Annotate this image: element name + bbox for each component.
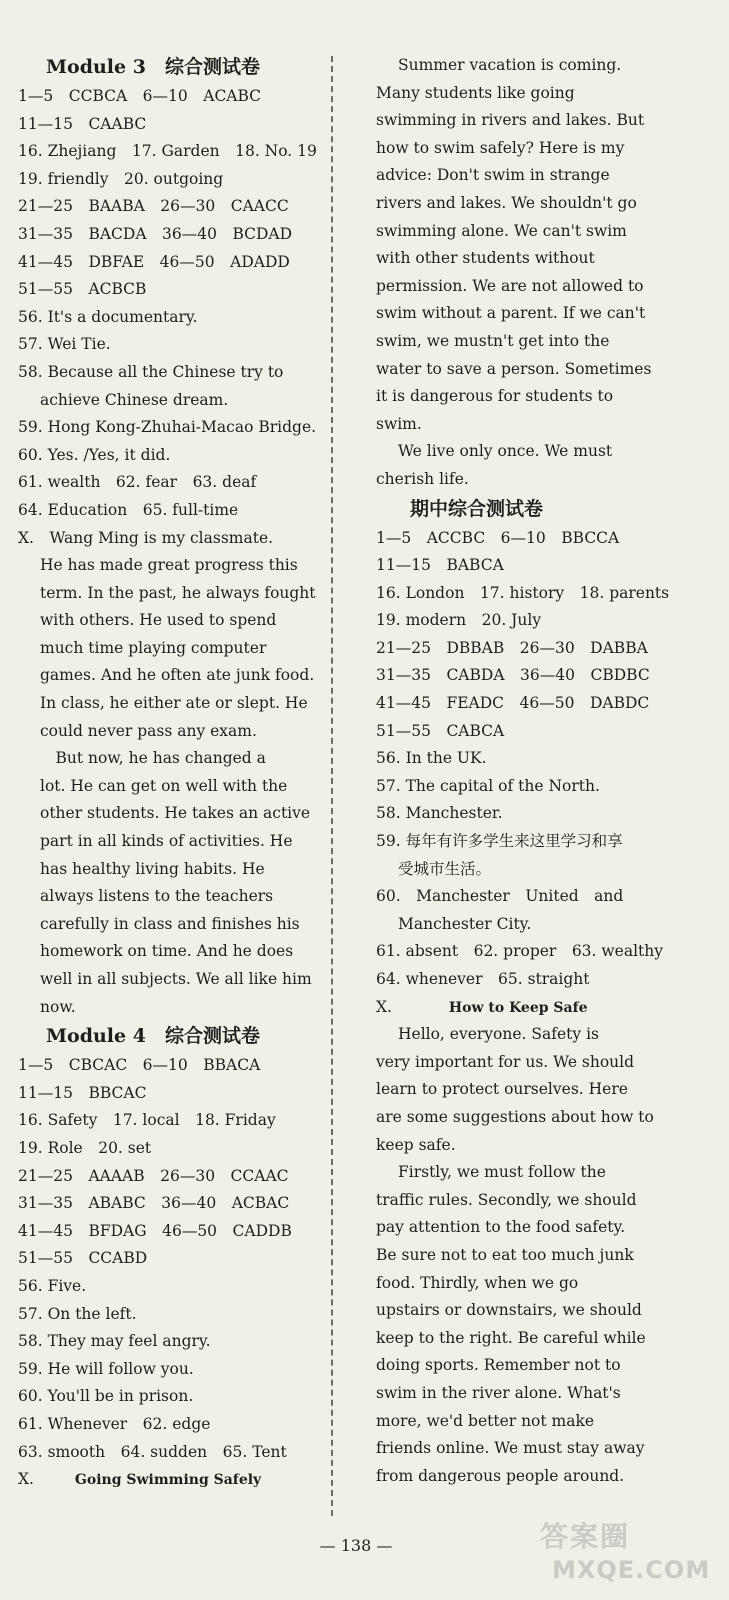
- answer-line: 16. Zhejiang 17. Garden 18. No. 19: [18, 142, 317, 161]
- answer-line: 56. In the UK.: [376, 749, 487, 768]
- answer-line: 59. Hong Kong-Zhuhai-Macao Bridge.: [18, 418, 317, 437]
- answer-line: 21—25 DBBAB 26—30 DABBA: [376, 638, 648, 657]
- essay-line: Hello, everyone. Safety is: [398, 1025, 599, 1044]
- answer-line: 61. wealth 62. fear 63. deaf: [18, 473, 257, 492]
- essay-line: advice: Don't swim in strange: [376, 166, 610, 185]
- essay-line: well in all subjects. We all like him: [40, 970, 312, 988]
- answer-line: 51—55 CCABD: [18, 1249, 148, 1268]
- essay-line: with others. He used to spend: [40, 611, 277, 630]
- essay-line: has healthy living habits. He: [40, 859, 265, 878]
- essay-line: But now, he has changed a: [40, 749, 266, 768]
- essay-line: swim without a parent. If we can't: [376, 304, 646, 323]
- essay-line: swim, we mustn't get into the: [376, 331, 610, 350]
- essay-line: with other students without: [376, 249, 595, 268]
- answer-line: 1—5 CCBCA 6—10 ACABC: [18, 87, 262, 105]
- answer-line: 51—55 CABCA: [376, 721, 505, 740]
- module3-title: Module 3 综合测试卷: [46, 56, 260, 78]
- answer-line: 59. 每年有许多学生来这里学习和享: [376, 832, 623, 851]
- essay-line: homework on time. And he does: [40, 942, 294, 961]
- answer-line: 21—25 BAABA 26—30 CAACC: [18, 197, 289, 216]
- answer-line: 57. On the left.: [18, 1304, 137, 1323]
- essay-line: very important for us. We should: [376, 1052, 635, 1071]
- essay-line: upstairs or downstairs, we should: [376, 1301, 642, 1320]
- essay-line: from dangerous people around.: [376, 1466, 625, 1485]
- answer-line: 1—5 CBCAC 6—10 BBACA: [18, 1056, 261, 1075]
- answer-line: 64. Education 65. full-time: [18, 500, 239, 519]
- answer-line: 57. The capital of the North.: [376, 776, 600, 795]
- answer-line: achieve Chinese dream.: [40, 390, 229, 409]
- answer-line: 19. modern 20. July: [376, 611, 542, 630]
- essay-line: Ⅹ. Wang Ming is my classmate.: [18, 528, 274, 547]
- essay-line: keep to the right. Be careful while: [376, 1328, 646, 1347]
- watermark-url: MXQE.COM: [552, 1556, 711, 1584]
- answer-line: 61. Whenever 62. edge: [18, 1414, 211, 1433]
- essay-line: Firstly, we must follow the: [398, 1163, 606, 1182]
- answer-line: 56. It's a documentary.: [18, 307, 198, 326]
- essay-line: games. And he often ate junk food.: [40, 666, 315, 685]
- answer-line: 51—55 ACBCB: [18, 280, 147, 299]
- module4-title: Module 4 综合测试卷: [46, 1025, 260, 1048]
- answer-line: 56. Five.: [18, 1276, 87, 1295]
- essay2-title: Going Swimming Safely: [74, 1472, 262, 1489]
- answer-line: 64. whenever 65. straight: [376, 970, 590, 988]
- answer-line: 19. Role 20. set: [18, 1138, 152, 1157]
- answer-line: 41—45 DBFAE 46—50 ADADD: [18, 252, 290, 271]
- answer-line: 16. Safety 17. local 18. Friday: [18, 1111, 276, 1130]
- essay-line: carefully in class and finishes his: [40, 914, 300, 933]
- essay-line: are some suggestions about how to: [376, 1107, 654, 1126]
- essay-line: swimming in rivers and lakes. But: [376, 111, 645, 130]
- answer-line: 11—15 BABCA: [376, 556, 504, 575]
- column-divider: [331, 56, 333, 1516]
- watermark-logo: 答案圈: [540, 1520, 631, 1553]
- essay-line: how to swim safely? Here is my: [376, 138, 625, 157]
- section-label: Ⅹ.: [376, 997, 392, 1016]
- essay-line: lot. He can get on well with the: [40, 776, 288, 795]
- answer-line: 58. Because all the Chinese try to: [18, 362, 284, 381]
- answer-line: 60. You'll be in prison.: [18, 1387, 194, 1406]
- essay-line: pay attention to the food safety.: [376, 1218, 626, 1237]
- essay-line: doing sports. Remember not to: [376, 1356, 621, 1375]
- answer-line: Manchester City.: [398, 914, 532, 933]
- essay3-title: How to Keep Safe: [448, 999, 588, 1016]
- answer-line: 60. Yes. /Yes, it did.: [18, 445, 171, 464]
- answer-line: 受城市生活。: [398, 859, 492, 878]
- essay-line: now.: [40, 997, 76, 1016]
- page-number: — 138 —: [319, 1536, 393, 1555]
- left-column: [18, 52, 318, 1494]
- essay-line: much time playing computer: [40, 638, 267, 657]
- right-column: [376, 52, 670, 1490]
- essay-line: Summer vacation is coming.: [398, 56, 622, 74]
- essay-line: water to save a person. Sometimes: [376, 359, 652, 378]
- answer-line: 1—5 ACCBC 6—10 BBCCA: [376, 528, 620, 547]
- answer-line: 16. London 17. history 18. parents: [376, 583, 670, 602]
- answer-line: 31—35 CABDA 36—40 CBDBC: [376, 666, 650, 685]
- answer-line: 19. friendly 20. outgoing: [18, 169, 224, 188]
- answer-line: 31—35 ABABC 36—40 ACBAC: [18, 1194, 290, 1213]
- answer-line: 61. absent 62. proper 63. wealthy: [376, 942, 664, 961]
- essay2-heading-row: [18, 1466, 318, 1494]
- essay-line: friends online. We must stay away: [376, 1439, 645, 1458]
- essay-line: We live only once. We must: [398, 442, 613, 461]
- answer-line: 41—45 BFDAG 46—50 CADDB: [18, 1221, 292, 1240]
- essay-line: keep safe.: [376, 1135, 456, 1154]
- essay-line: could never pass any exam.: [40, 721, 257, 740]
- answer-line: 58. They may feel angry.: [18, 1332, 211, 1351]
- answer-line: 60. Manchester United and: [376, 887, 624, 906]
- essay-line: always listens to the teachers: [40, 887, 274, 906]
- essay-line: swimming alone. We can't swim: [376, 221, 627, 240]
- section-label: Ⅹ.: [18, 1470, 34, 1489]
- midterm-title: 期中综合测试卷: [410, 497, 544, 520]
- answer-line: 63. smooth 64. sudden 65. Tent: [18, 1442, 287, 1461]
- essay-line: In class, he either ate or slept. He: [40, 694, 308, 713]
- essay-line: swim.: [376, 414, 422, 433]
- essay-line: rivers and lakes. We shouldn't go: [376, 193, 637, 212]
- essay-line: term. In the past, he always fought: [40, 583, 316, 602]
- answer-line: 21—25 AAAAB 26—30 CCAAC: [18, 1166, 289, 1185]
- essay-line: permission. We are not allowed to: [376, 276, 644, 295]
- answer-line: 57. Wei Tie.: [18, 335, 111, 354]
- essay-line: food. Thirdly, when we go: [376, 1273, 579, 1292]
- essay-line: part in all kinds of activities. He: [40, 832, 293, 851]
- essay-line: Be sure not to eat too much junk: [376, 1245, 634, 1264]
- answer-line: 41—45 FEADC 46—50 DABDC: [376, 694, 650, 713]
- essay-line: He has made great progress this: [40, 556, 298, 575]
- answer-line: 31—35 BACDA 36—40 BCDAD: [18, 224, 293, 243]
- essay-line: other students. He takes an active: [40, 804, 311, 823]
- essay-line: traffic rules. Secondly, we should: [376, 1190, 637, 1209]
- essay-line: cherish life.: [376, 469, 469, 488]
- essay-line: more, we'd better not make: [376, 1411, 595, 1430]
- answer-line: 59. He will follow you.: [18, 1359, 194, 1378]
- answer-line: 11—15 CAABC: [18, 114, 147, 133]
- answer-line: 11—15 BBCAC: [18, 1083, 147, 1102]
- essay-line: learn to protect ourselves. Here: [376, 1080, 628, 1099]
- essay-line: Many students like going: [376, 83, 575, 102]
- essay-line: it is dangerous for students to: [376, 387, 614, 406]
- essay-line: swim in the river alone. What's: [376, 1383, 621, 1402]
- essay3-heading-row: [376, 994, 654, 1022]
- answer-line: 58. Manchester.: [376, 804, 503, 823]
